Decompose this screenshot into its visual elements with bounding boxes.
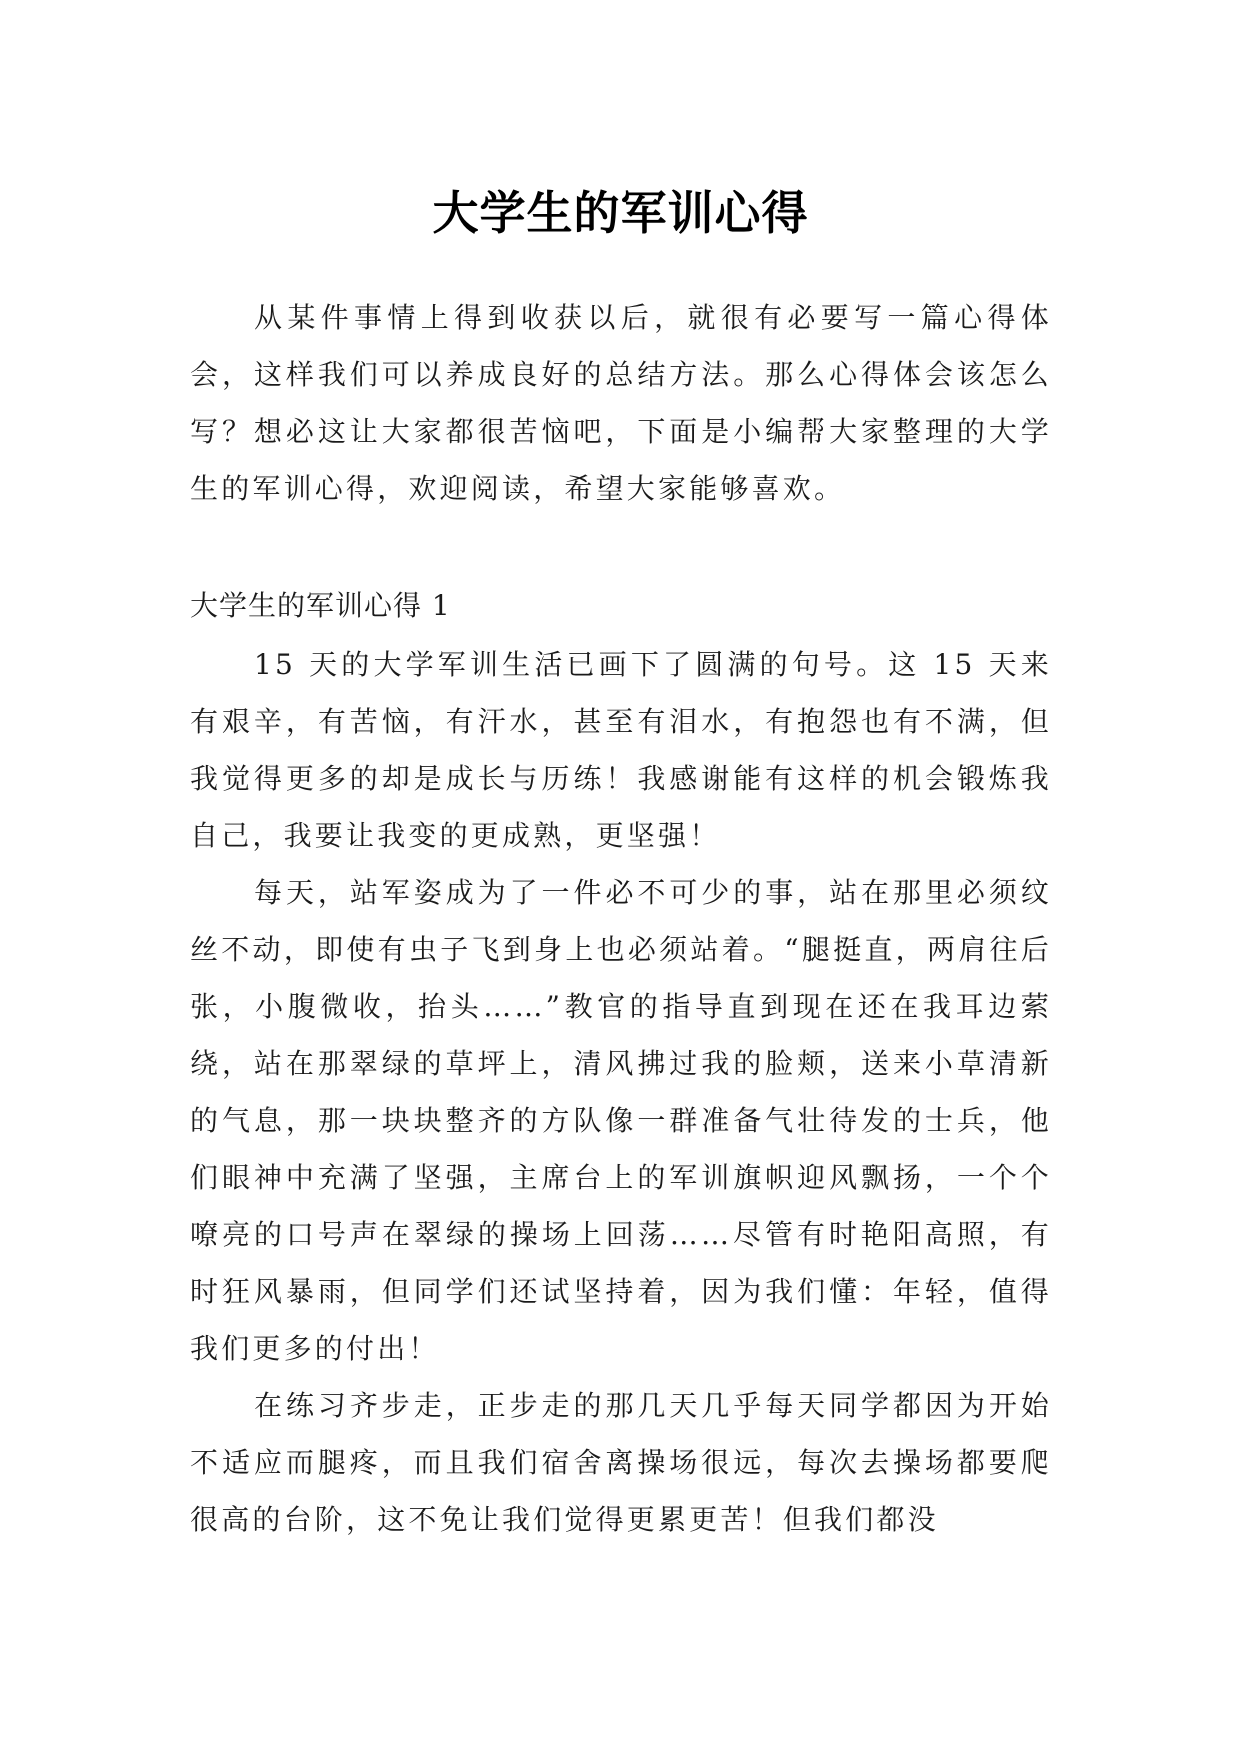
body-paragraph: 每天，站军姿成为了一件必不可少的事，站在那里必须纹丝不动，即使有虫子飞到身上也必须站着。“腿挺直，两肩往后张，小腹微收，抬头……”教官的指导直到现在还在我耳边萦绕，站在那翠绿的草坪上，清风拂过我的脸颊，送来小草清新的气息，那一块块整齐的方队像一群准备气壮待发的士兵，他们眼神中充满了坚强，主席台上的军训旗帜迎风飘扬，一个个嘹亮的口号声在翠绿的操场上回荡……尽管有时艳阳高照，有时狂风暴雨，但同学们还试坚持着，因为我们懂：年轻，值得我们更多的付出！	[190, 876, 1052, 1365]
intro-section	[190, 289, 1052, 517]
document-title: 大学生的军训心得	[432, 185, 809, 240]
body-paragraph: 在练习齐步走，正步走的那几天几乎每天同学都因为开始不适应而腿疼，而且我们宿舍离操场很远，每次去操场都要爬很高的台阶，这不免让我们觉得更累更苦！但我们都没	[190, 1389, 1052, 1536]
body-paragraph: 15 天的大学军训生活已画下了圆满的句号。这 15 天来有艰辛，有苦恼，有汗水，甚至有泪水，有抱怨也有不满，但我觉得更多的却是成长与历练！我感谢能有这样的机会锻炼我自己，我要让我变的更成熟，更坚强！	[190, 648, 1052, 852]
intro-paragraph: 从某件事情上得到收获以后，就很有必要写一篇心得体会，这样我们可以养成良好的总结方法。那么心得体会该怎么写？想必这让大家都很苦恼吧，下面是小编帮大家整理的大学生的军训心得，欢迎阅读，希望大家能够喜欢。	[190, 301, 1052, 505]
section-body	[190, 636, 1052, 1548]
section-heading: 大学生的军训心得 1	[190, 589, 451, 622]
